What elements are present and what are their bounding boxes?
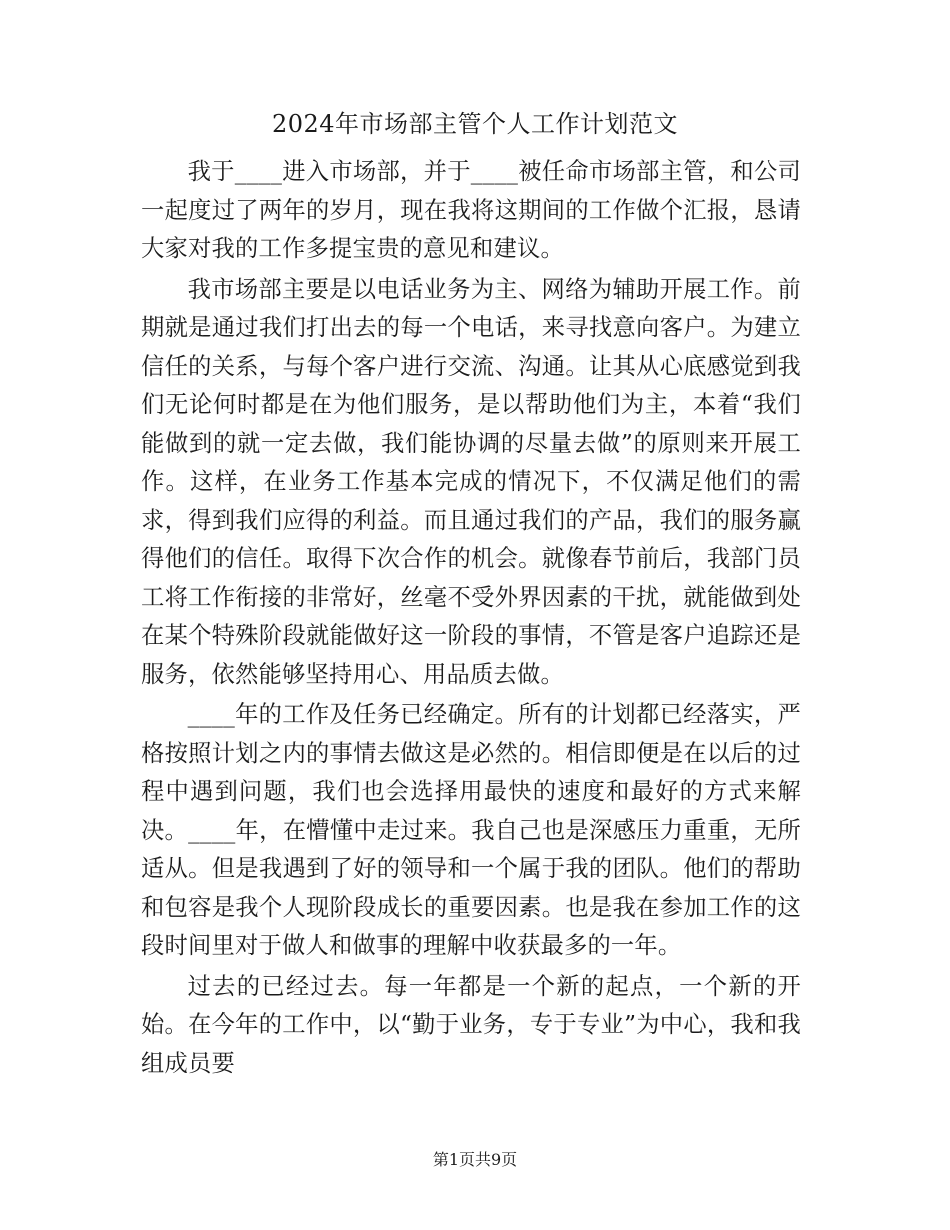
paragraph-1: 我于____进入市场部，并于____被任命市场部主管，和公司一起度过了两年的岁月，现在我将这期间的工作做个汇报，恳请大家对我的工作多提宝贵的意见和建议。: [141, 158, 801, 262]
page-number-footer: 第1页共9页: [432, 1150, 518, 1169]
document-title: 2024年市场部主管个人工作计划范文: [271, 110, 679, 138]
paragraph-3: ____年的工作及任务已经确定。所有的计划都已经落实，严格按照计划之内的事情去做这是必然的。相信即便是在以后的过程中遇到问题，我们也会选择用最快的速度和最好的方式来解决。____年，在懵懂中走过来。我自己也是深感压力重重，无所适从。但是我遇到了好的领导和一个属于我的团队。他们的帮助和包容是我个人现阶段成长的重要因素。也是我在参加工作的这段时间里对于做人和做事的理解中收获最多的一年。: [141, 701, 801, 959]
document-body: [141, 153, 801, 1085]
paragraph-4: 过去的已经过去。每一年都是一个新的起点，一个新的开始。在今年的工作中，以“勤于业务，专于专业”为中心，我和我组成员要: [141, 972, 801, 1077]
paragraph-2: 我市场部主要是以电话业务为主、网络为辅助开展工作。前期就是通过我们打出去的每一个电话，来寻找意向客户。为建立信任的关系，与每个客户进行交流、沟通。让其从心底感觉到我们无论何时都是在为他们服务，是以帮助他们为主，本着“我们能做到的就一定去做，我们能协调的尽量去做”的原则来开展工作。这样，在业务工作基本完成的情况下，不仅满足他们的需求，得到我们应得的利益。而且通过我们的产品，我们的服务赢得他们的信任。取得下次合作的机会。就像春节前后，我部门员工将工作衔接的非常好，丝毫不受外界因素的干扰，就能做到处在某个特殊阶段就能做好这一阶段的事情，不管是客户追踪还是服务，依然能够坚持用心、用品质去做。: [141, 275, 801, 688]
